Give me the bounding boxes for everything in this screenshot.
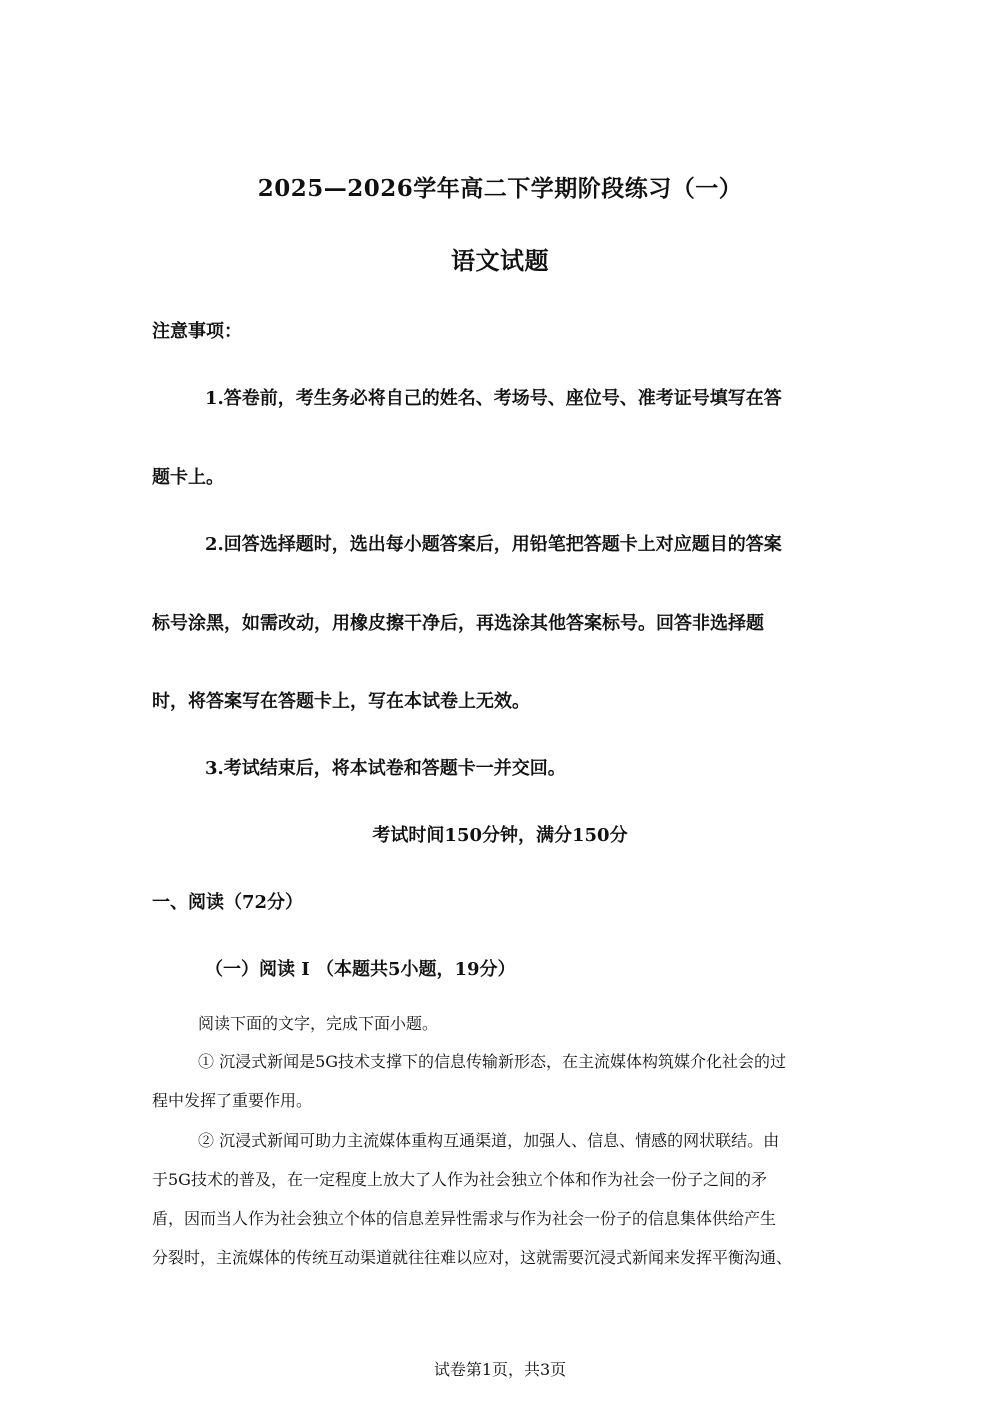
passage-line: ① 沉浸式新闻是5G技术支撑下的信息传输新形态，在主流媒体构筑媒介化社会的过 (198, 1052, 787, 1071)
notice-line: 题卡上。 (152, 467, 224, 488)
passage-line: 分裂时，主流媒体的传统互动渠道就往往难以应对，这就需要沉浸式新闻来发挥平衡沟通、 (152, 1248, 793, 1267)
notice-heading: 注意事项： (152, 321, 242, 342)
exam-subtitle: 语文试题 (451, 246, 549, 275)
exam-title: 2025—2026学年高二下学期阶段练习（一） (257, 175, 743, 202)
page-footer: 试卷第1页，共3页 (433, 1360, 567, 1379)
notice-line: 2.回答选择题时，选出每小题答案后，用铅笔把答题卡上对应题目的答案 (205, 534, 782, 555)
passage-line: 于5G技术的普及，在一定程度上放大了人作为社会独立个体和作为社会一份子之间的矛 (152, 1170, 767, 1189)
notice-line: 时，将答案写在答题卡上，写在本试卷上无效。 (152, 691, 530, 712)
passage-line: ② 沉浸式新闻可助力主流媒体重构互通渠道，加强人、信息、情感的网状联结。由 (198, 1131, 780, 1150)
passage-line: 程中发挥了重要作用。 (152, 1091, 313, 1110)
notice-line: 标号涂黑，如需改动，用橡皮擦干净后，再选涂其他答案标号。回答非选择题 (152, 613, 764, 634)
section-title: 一、阅读（72分） (152, 892, 304, 913)
exam-info: 考试时间150分钟，满分150分 (372, 825, 628, 846)
passage-line: 盾，因而当人作为社会独立个体的信息差异性需求与作为社会一份子的信息集体供给产生 (152, 1209, 777, 1228)
notice-line: 1.答卷前，考生务必将自己的姓名、考场号、座位号、准考证号填写在答 (205, 388, 782, 409)
notice-line: 3.考试结束后，将本试卷和答题卡一并交回。 (205, 758, 566, 779)
passage-instruction: 阅读下面的文字，完成下面小题。 (198, 1014, 439, 1033)
subsection-title: （一）阅读 I （本题共5小题，19分） (205, 959, 516, 980)
